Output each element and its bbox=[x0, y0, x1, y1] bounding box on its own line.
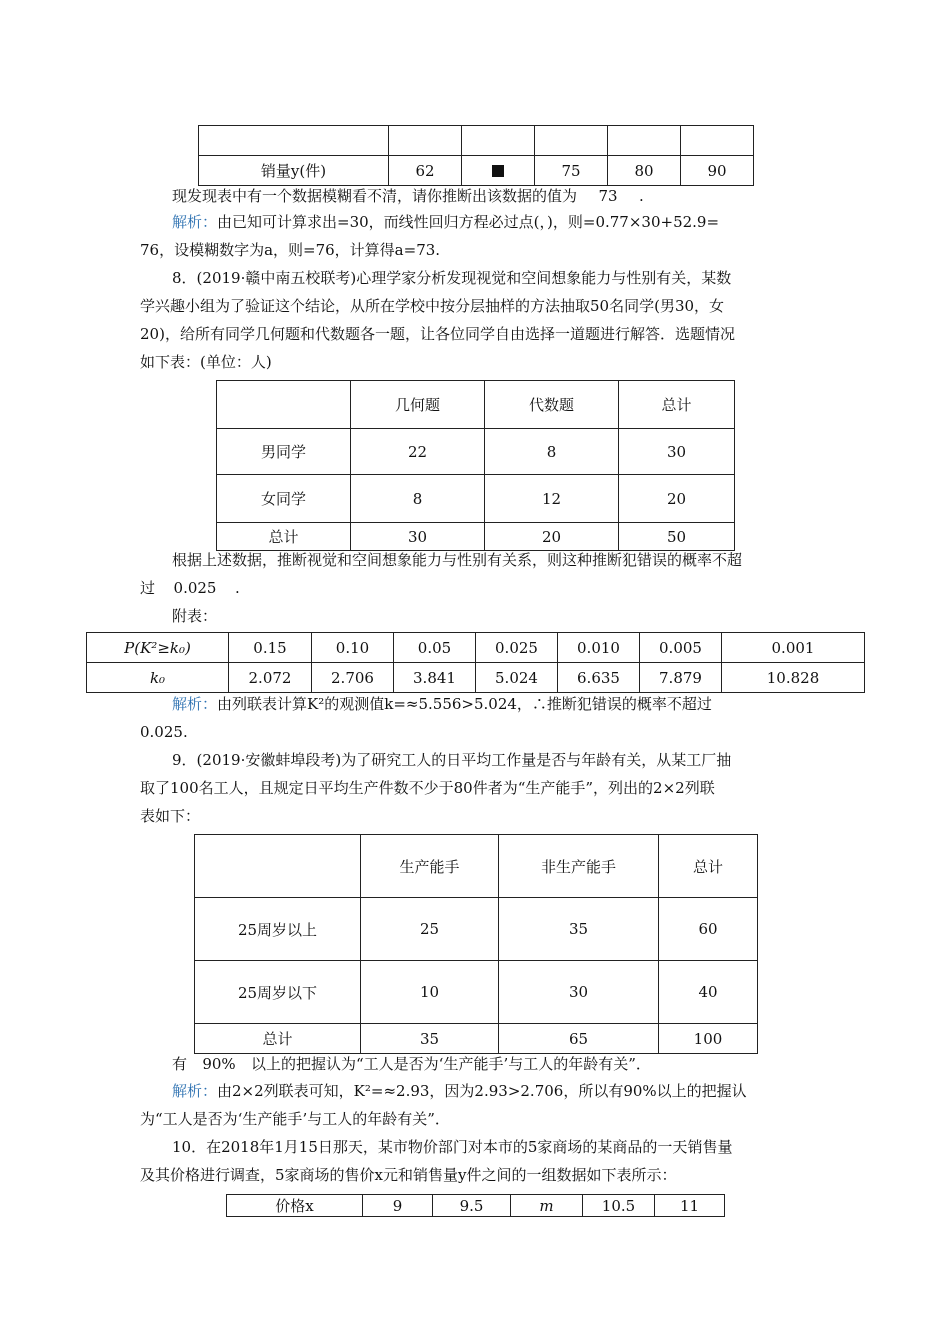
table-cell: 9.5 bbox=[433, 1195, 511, 1217]
paragraph: 有 90% 以上的把握认为“工人是否为‘生产能手’与工人的年龄有关”． bbox=[172, 1055, 651, 1073]
row-label: k₀ bbox=[87, 663, 229, 693]
question-line: 如下表：(单位：人) bbox=[140, 353, 272, 371]
solution: 解析：由已知可计算求出=30，而线性回归方程必过点(，)，则=0.77×30+52.9= bbox=[172, 213, 720, 231]
table-cell: 75 bbox=[535, 156, 608, 186]
table-cell: 30 bbox=[499, 961, 659, 1024]
table-cell: 3.841 bbox=[394, 663, 476, 693]
table-cell: 7.879 bbox=[640, 663, 722, 693]
table-cell: m bbox=[511, 1195, 583, 1217]
row-label: 销量y(件) bbox=[199, 156, 389, 186]
worker-table bbox=[194, 834, 758, 1054]
table-header bbox=[217, 381, 351, 429]
table-cell: 0.001 bbox=[722, 633, 865, 663]
table-cell: 0.15 bbox=[229, 633, 312, 663]
table-cell: 10.5 bbox=[583, 1195, 655, 1217]
table-cell: 60 bbox=[659, 898, 758, 961]
row-label: 25周岁以上 bbox=[195, 898, 361, 961]
question-line: 表如下： bbox=[140, 807, 201, 825]
solution: 解析：由列联表计算K²的观测值k=≈5.556>5.024，∴推断犯错误的概率不超过 bbox=[172, 695, 712, 713]
solution-label: 解析： bbox=[172, 1082, 218, 1100]
row-label: 女同学 bbox=[217, 475, 351, 523]
table-header: 几何题 bbox=[351, 381, 485, 429]
question-line: 学兴趣小组为了验证这个结论，从所在学校中按分层抽样的方法抽取50名同学(男30，女 bbox=[140, 297, 725, 315]
table-cell: 100 bbox=[659, 1024, 758, 1054]
table-cell: 0.010 bbox=[558, 633, 640, 663]
blurred-square-icon bbox=[492, 165, 504, 177]
table-cell bbox=[389, 126, 462, 156]
table-cell: 30 bbox=[619, 429, 735, 475]
solution-line: 0.025. bbox=[140, 723, 188, 741]
question-line: 20)，给所有同学几何题和代数题各一题，让各位同学自由选择一道题进行解答．选题情况 bbox=[140, 325, 735, 343]
table-cell bbox=[608, 126, 681, 156]
paragraph: 过 0.025 . bbox=[140, 579, 240, 597]
critical-value-table bbox=[86, 632, 865, 693]
solution: 解析：由2×2列联表可知，K²=≈2.93，因为2.93>2.706，所以有90%以上的把握认 bbox=[172, 1082, 747, 1100]
table-cell bbox=[535, 126, 608, 156]
table-header: 代数题 bbox=[485, 381, 619, 429]
answer: 73 bbox=[598, 187, 618, 205]
table-cell: 90 bbox=[681, 156, 754, 186]
solution-line: 76，设模糊数字为a，则=76，计算得a=73. bbox=[140, 241, 441, 259]
table-cell: 10 bbox=[361, 961, 499, 1024]
table-cell: 35 bbox=[361, 1024, 499, 1054]
paragraph: 根据上述数据，推断视觉和空间想象能力与性别有关系，则这种推断犯错误的概率不超 bbox=[172, 551, 743, 569]
table-cell: 11 bbox=[655, 1195, 725, 1217]
table-cell: 25 bbox=[361, 898, 499, 961]
table-header: 非生产能手 bbox=[499, 835, 659, 898]
table-cell: 0.05 bbox=[394, 633, 476, 663]
table-cell: 40 bbox=[659, 961, 758, 1024]
table-header bbox=[195, 835, 361, 898]
table-cell: 0.025 bbox=[476, 633, 558, 663]
table-cell: 12 bbox=[485, 475, 619, 523]
answer: 90% bbox=[202, 1055, 236, 1073]
question-line: 及其价格进行调查，5家商场的售价x元和销售量y件之间的一组数据如下表所示： bbox=[140, 1166, 677, 1184]
table-cell: 30 bbox=[351, 523, 485, 551]
table-header: 总计 bbox=[619, 381, 735, 429]
table-cell bbox=[462, 126, 535, 156]
table-cell: 65 bbox=[499, 1024, 659, 1054]
solution-label: 解析： bbox=[172, 695, 218, 713]
table-cell: 80 bbox=[608, 156, 681, 186]
table-cell: 20 bbox=[619, 475, 735, 523]
row-label: 总计 bbox=[195, 1024, 361, 1054]
question-10: 10．在2018年1月15日那天，某市物价部门对本市的5家商场的某商品的一天销售量 bbox=[172, 1138, 733, 1156]
table-cell: 62 bbox=[389, 156, 462, 186]
table-cell bbox=[462, 156, 535, 186]
question-line: 取了100名工人，且规定日平均生产件数不少于80件者为“生产能手”，列出的2×2列联 bbox=[140, 779, 715, 797]
table-header: 总计 bbox=[659, 835, 758, 898]
table-cell: 22 bbox=[351, 429, 485, 475]
table-cell bbox=[199, 126, 389, 156]
table-cell: 2.072 bbox=[229, 663, 312, 693]
gender-table bbox=[216, 380, 735, 551]
table-cell: 5.024 bbox=[476, 663, 558, 693]
solution-line: 为“工人是否为‘生产能手’与工人的年龄有关”． bbox=[140, 1110, 450, 1128]
table-cell: 8 bbox=[485, 429, 619, 475]
solution-label: 解析： bbox=[172, 213, 218, 231]
question-9: 9．(2019·安徽蚌埠段考)为了研究工人的日平均工作量是否与年龄有关，从某工厂抽 bbox=[172, 751, 732, 769]
table-cell: 10.828 bbox=[722, 663, 865, 693]
table-cell: 9 bbox=[363, 1195, 433, 1217]
table-cell: 20 bbox=[485, 523, 619, 551]
table-cell: 0.10 bbox=[312, 633, 394, 663]
table-cell: 35 bbox=[499, 898, 659, 961]
table-cell: 6.635 bbox=[558, 663, 640, 693]
row-label: P(K²≥k₀) bbox=[87, 633, 229, 663]
appendix-label: 附表： bbox=[172, 607, 218, 625]
table-cell: 2.706 bbox=[312, 663, 394, 693]
table-cell: 8 bbox=[351, 475, 485, 523]
table-header: 生产能手 bbox=[361, 835, 499, 898]
table-cell bbox=[681, 126, 754, 156]
question-8: 8．(2019·赣中南五校联考)心理学家分析发现视觉和空间想象能力与性别有关，某数 bbox=[172, 269, 732, 287]
answer: 0.025 bbox=[173, 579, 217, 597]
paragraph: 现发现表中有一个数据模糊看不清，请你推断出该数据的值为 73 . bbox=[172, 187, 644, 205]
table-cell: 0.005 bbox=[640, 633, 722, 663]
price-table bbox=[226, 1194, 725, 1217]
row-label: 价格x bbox=[227, 1195, 363, 1217]
table-cell: 50 bbox=[619, 523, 735, 551]
row-label: 25周岁以下 bbox=[195, 961, 361, 1024]
sales-table bbox=[198, 125, 754, 186]
row-label: 总计 bbox=[217, 523, 351, 551]
row-label: 男同学 bbox=[217, 429, 351, 475]
